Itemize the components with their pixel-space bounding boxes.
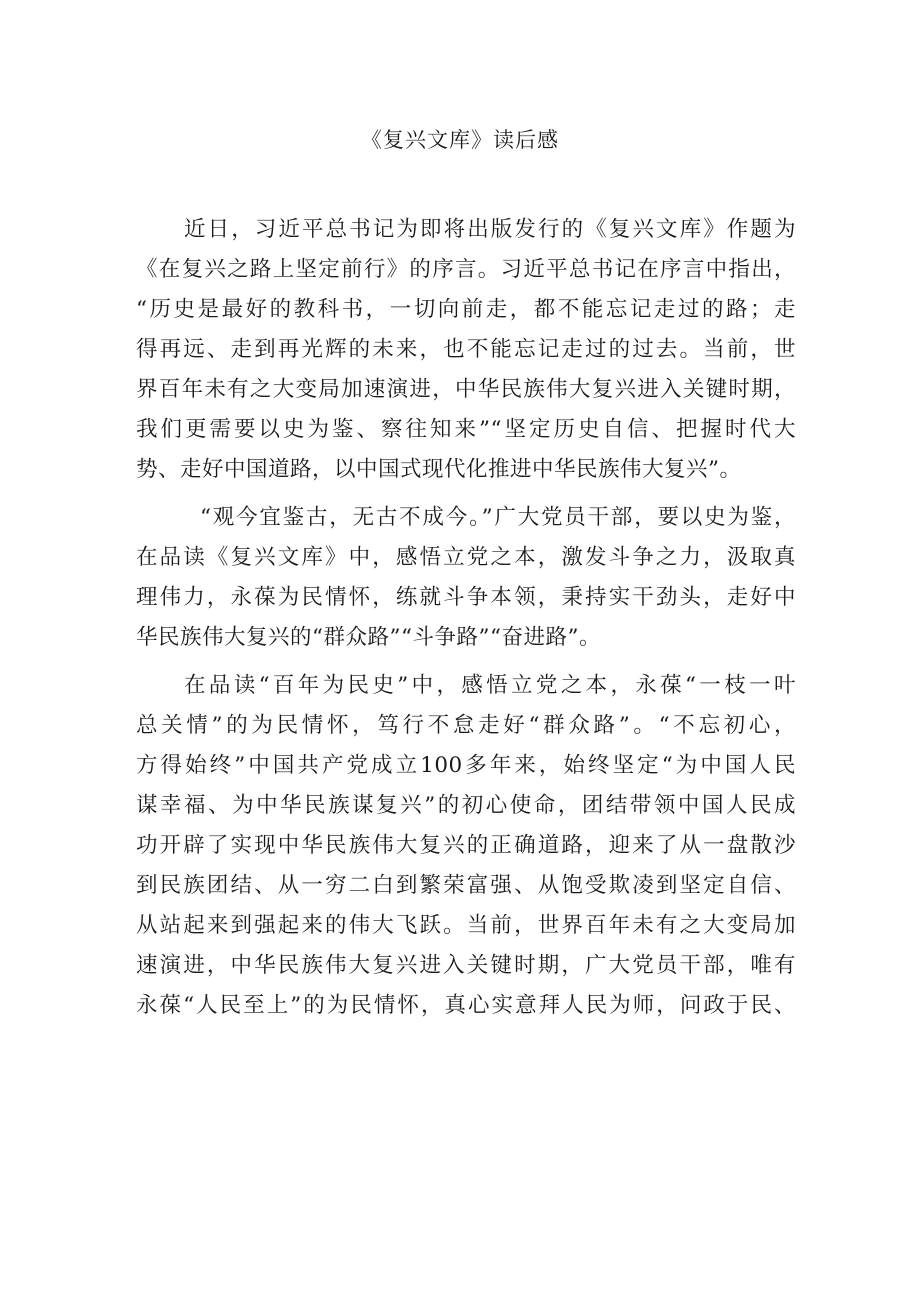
text-line: 在品读《复兴文库》中，感悟立党之本，激发斗争之力，汲取真	[136, 545, 796, 570]
document-title: 《复兴文库》读后感	[361, 128, 559, 152]
text-line: 得再远、走到再光辉的未来，也不能忘记走过的过去。当前，世	[136, 337, 796, 362]
text-line: 在品读“百年为民史”中，感悟立党之本，永葆“一枝一叶	[184, 673, 796, 698]
text-line: “观今宜鉴古，无古不成今。”广大党员干部，要以史为鉴，	[200, 505, 796, 530]
text-line: 速演进，中华民族伟大复兴进入关键时期，广大党员干部，唯有	[136, 953, 796, 978]
document-body	[136, 210, 796, 1026]
paragraph-1	[136, 210, 796, 490]
text-line: 谋幸福、为中华民族谋复兴”的初心使命，团结带领中国人民成	[136, 793, 796, 818]
paragraph-3	[136, 666, 796, 1026]
text-line: 从站起来到强起来的伟大飞跃。当前，世界百年未有之大变局加	[136, 913, 796, 938]
text-line: 方得始终”中国共产党成立100多年来，始终坚定“为中国人民	[136, 753, 796, 778]
text-line: 我们更需要以史为鉴、察往知来”“坚定历史自信、把握时代大	[136, 417, 796, 442]
text-line: 界百年未有之大变局加速演进，中华民族伟大复兴进入关键时期，	[136, 377, 796, 402]
text-line: 华民族伟大复兴的“群众路”“斗争路”“奋进路”。	[136, 625, 601, 650]
text-line: 功开辟了实现中华民族伟大复兴的正确道路，迎来了从一盘散沙	[136, 833, 796, 858]
text-line: “历史是最好的教科书，一切向前走，都不能忘记走过的路；走	[136, 297, 796, 322]
text-line: 理伟力，永葆为民情怀，练就斗争本领，秉持实干劲头，走好中	[136, 585, 796, 610]
text-line: 《在复兴之路上坚定前行》的序言。习近平总书记在序言中指出，	[136, 257, 796, 282]
text-line: 永葆“人民至上”的为民情怀，真心实意拜人民为师，问政于民、	[136, 993, 796, 1018]
text-line: 近日，习近平总书记为即将出版发行的《复兴文库》作题为	[184, 217, 796, 242]
text-line: 势、走好中国道路，以中国式现代化推进中华民族伟大复兴”。	[136, 457, 742, 482]
paragraph-2	[136, 498, 796, 658]
text-line: 总关情”的为民情怀，笃行不怠走好“群众路”。“不忘初心，	[136, 713, 796, 738]
text-line: 到民族团结、从一穷二白到繁荣富强、从饱受欺凌到坚定自信、	[136, 873, 796, 898]
